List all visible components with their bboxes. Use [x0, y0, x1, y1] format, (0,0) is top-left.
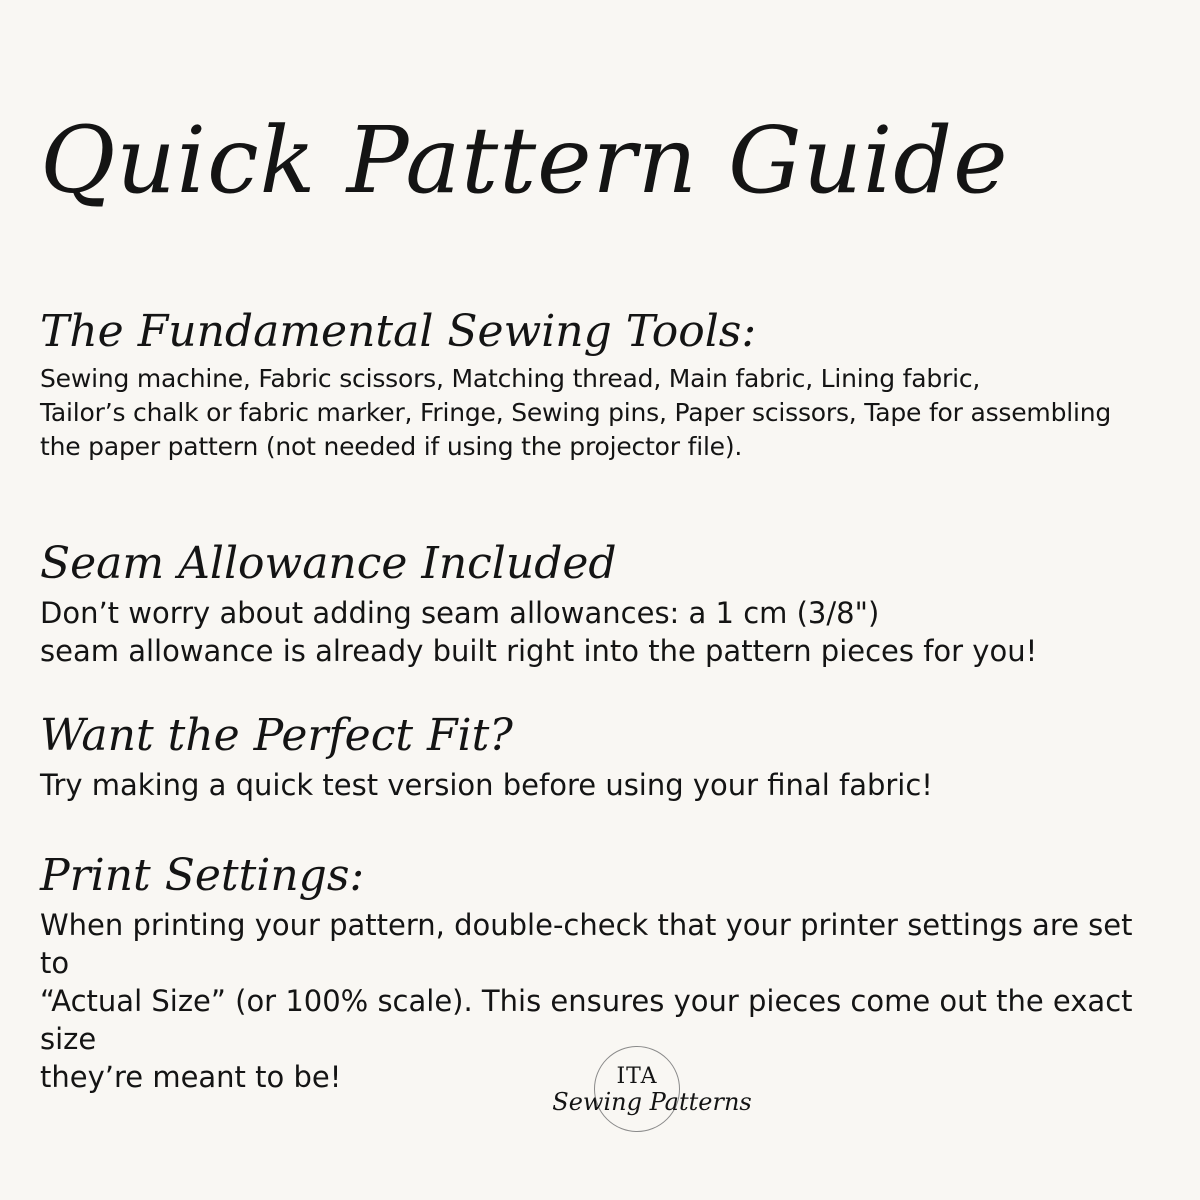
section-heading: Print Settings:	[40, 850, 365, 901]
section-perfect-fit	[40, 706, 1170, 804]
section-body: Sewing machine, Fabric scissors, Matching thread, Main fabric, Lining fabric, Tailor’s chalk or fabric marker, Fringe, Sewing pins, Paper scissors, Tape for assembling the paper pattern (not needed if using the projector file).	[40, 364, 1112, 461]
section-sewing-tools	[40, 302, 1170, 464]
page-title: Quick Pattern Guide	[40, 107, 1009, 214]
section-heading: Seam Allowance Included	[40, 538, 617, 589]
section-heading: The Fundamental Sewing Tools:	[40, 306, 757, 357]
section-seam-allowance	[40, 534, 1170, 670]
section-body: Don’t worry about adding seam allowances: a 1 cm (3/8") seam allowance is already built right into the pattern pieces for you!	[40, 596, 1038, 668]
section-body: Try making a quick test version before using your final fabric!	[40, 768, 933, 802]
logo-text: Sewing Patterns	[552, 1088, 752, 1116]
section-heading: Want the Perfect Fit?	[40, 710, 513, 761]
logo-mark: ITA	[616, 1064, 658, 1089]
section-body: When printing your pattern, double-check that your printer settings are set to “Actual Size” (or 100% scale). This ensures your pieces come out the exact size they’re meant to be!	[40, 908, 1133, 1094]
brand-logo	[520, 1046, 780, 1138]
